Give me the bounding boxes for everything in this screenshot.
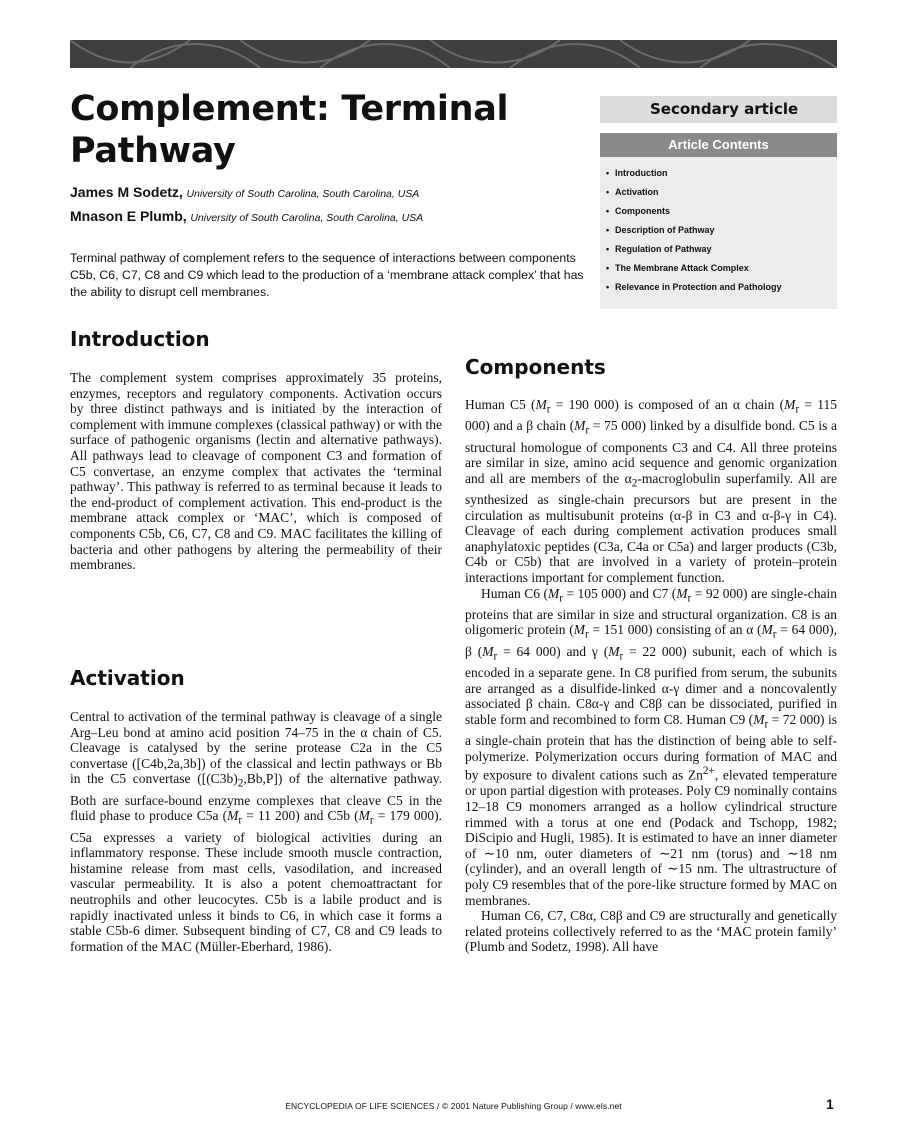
header-banner <box>70 40 837 68</box>
author-name: James M Sodetz, <box>70 184 183 200</box>
article-sidebar <box>600 96 837 309</box>
author-name: Mnason E Plumb, <box>70 208 187 224</box>
author-line <box>70 208 423 224</box>
banner-pattern <box>70 40 837 68</box>
contents-item[interactable]: • Regulation of Pathway <box>606 244 712 254</box>
contents-item[interactable]: • Relevance in Protection and Pathology <box>606 282 782 292</box>
paragraph: The complement system comprises approximately 35 proteins, enzymes, receptors and regulatory components. Activation occurs by three distinct pathways and is initiated by the interaction of complement with immune complexes (classical pathway) or with the surface of pathogenic organisms (lectin and alternative pathways). All pathways lead to cleavage of component C3 and formation of C5 convertase, an enzyme complex that activates the ‘terminal pathway’. This pathway is referred to as terminal because it leads to the end-product of complement activation. This end-product is the membrane attack complex or ‘MAC’, which is composed of components C5b, C6, C7, C8 and C9. MAC facilitates the killing of bacteria and other pathogens by altering the permeability of their membranes. <box>70 370 442 573</box>
page-footer: ENCYCLOPEDIA OF LIFE SCIENCES / © 2001 Nature Publishing Group / www.els.net <box>285 1101 622 1111</box>
section-heading-introduction: Introduction <box>70 327 210 351</box>
contents-item[interactable]: • Activation <box>606 187 659 197</box>
author-affiliation: University of South Carolina, South Carolina, USA <box>186 188 420 200</box>
section-heading-activation: Activation <box>70 666 185 690</box>
article-type: Secondary article <box>650 100 799 118</box>
section-heading-components: Components <box>465 355 606 379</box>
page-number: 1 <box>826 1096 834 1112</box>
paragraph: Human C6 ($M_r = 105$ 000) and C7 ($M_r = 92$ 000) are single-chain proteins that are similar in size and structural organization. C8 is an oligomeric protein ($M_r = 151$ 000) consisting of an α ($M_r = 64$ 000), β ($M_r = 64$ 000) and γ ($M_r = 22$ 000) subunit, each of which is encoded in a separate gene. In C8 purified from serum, the subunits are arranged as a disulfide-linked α-γ dimer and a noncovalently associated β chain. C8α-γ and C8β can be dissociated, purified in stable form and recombined to form C8. Human C9 ($M_r = 72$ 000) is a single-chain protein that has the distinction of being able to self-polymerize. Polymerization occurs during formation of MAC and by exposure to divalent cations such as $Zn^{2+}$, elevated temperature or upon partial digestion with proteases. Poly C9 nominally contains 12–18 C9 monomers arranged as a hollow cylindrical structure rimmed with a torus at one end (Podack and Tschopp, 1982; DiScipio and Hugli, 1985). It is estimated to have an inner diameter of ∼10 nm, outer diameters of ∼21 nm (torus) and ∼18 nm (cylinder), and an overall length of ∼15 nm. The ultrastructure of poly C9 resembles that of the pore-like structure formed by MAC on membranes. <box>465 585 838 908</box>
contents-item[interactable]: • Components <box>606 206 670 216</box>
abstract: Terminal pathway of complement refers to the sequence of interactions between components C5b, C6, C7, C8 and C9 which lead to the production of a ‘membrane attack complex’ that has the ability to disrupt cell membranes. <box>70 251 584 299</box>
contents-item[interactable]: • Introduction <box>606 168 668 178</box>
contents-item[interactable]: • Description of Pathway <box>606 225 715 235</box>
paragraph: Human C6, C7, C8α, C8β and C9 are structurally and genetically related proteins collectively referred to as the ‘MAC protein family’ (Plumb and Sodetz, 1998). All have <box>465 908 837 955</box>
activation-text <box>70 709 442 954</box>
contents-title: Article Contents <box>600 133 837 157</box>
article-type-box <box>600 96 837 123</box>
author-line <box>70 184 419 200</box>
components-text <box>465 397 837 955</box>
contents-list <box>600 157 837 309</box>
paragraph: Human C5 ($M_r = 190$ 000) is composed of an α chain ($M_r = 115$ 000) and a β chain ($M_r = 75$ 000) linked by a disulfide bond. C5 is a structural homologue of components C3 and C4. All three proteins are similar in size, amino acid sequence and genomic organization and all are members of the $\alpha_2$-macroglobulin superfamily. All are synthesized as single-chain precursors but are present in the circulation as multisubunit proteins (α-β in C3 and α-β-γ in C4). Cleavage of each during complement activation produces small anaphylatoxic peptides (C3a, C4a or C5a) and larger products (C3b, C4b or C5b) that are involved in a variety of protein–protein interactions important for complement function. <box>465 397 837 585</box>
introduction-text <box>70 370 442 573</box>
author-affiliation: University of South Carolina, South Carolina, USA <box>190 212 424 224</box>
contents-item[interactable]: • The Membrane Attack Complex <box>606 263 749 273</box>
article-title: Complement: Terminal Pathway <box>70 89 509 171</box>
paragraph: Central to activation of the terminal pathway is cleavage of a single Arg–Leu bond at amino acid position 74–75 in the α chain of C5. Cleavage is catalysed by the serine protease C2a in the C5 convertase ([C4b,2a,3b]) of the classical and lectin pathways or Bb in the C5 convertase $([(C3b)_2,Bb,P])$ of the alternative pathway. Both are surface-bound enzyme complexes that cleave C5 in the fluid phase to produce C5a ($M_r = 11$ 200) and C5b ($M_r = 179$ 000). C5a expresses a variety of biological activities during an inflammatory response. These include smooth muscle contraction, histamine release from mast cells, vasodilation, and increased vascular permeability. It is also a potent chemoattractant for neutrophils and other leucocytes. C5b is a labile product and is rapidly inactivated unless it binds to C6, in which case it forms a stable C5b-6 dimer. Subsequent binding of C7, C8 and C9 leads to formation of the MAC (Müller-Eberhard, 1986). <box>70 709 442 954</box>
